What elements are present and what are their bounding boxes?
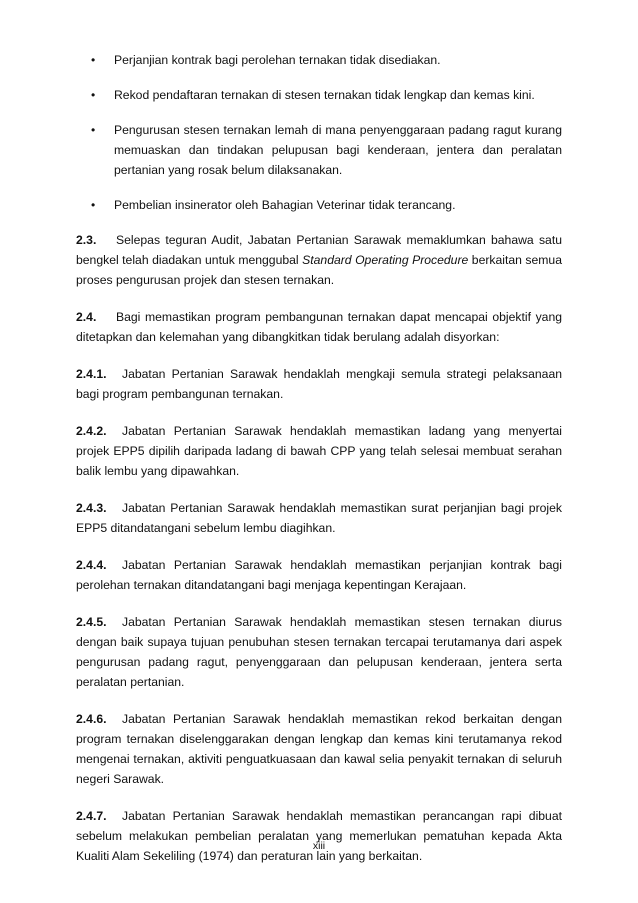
paragraph-text: Selepas teguran Audit, Jabatan Pertanian Sarawak memaklumkan bahawa satu bengkel telah diadakan untuk menggubal: [76, 233, 562, 267]
bullet-icon: •: [91, 88, 96, 102]
paragraph-number: 2.3.: [76, 233, 97, 247]
recommendation-2-4-1: [0, 364, 638, 404]
recommendation-2-4-3: [0, 498, 638, 538]
bullet-text: Pengurusan stesen ternakan lemah di mana penyenggaraan padang ragut kurang memuaskan dan tindakan pelupusan bagi kenderaan, jentera dan peralatan pertanian yang rosak belum dilaksanakan.: [114, 123, 562, 177]
bullet-icon: •: [91, 198, 96, 212]
paragraph-text: Jabatan Pertanian Sarawak hendaklah memastikan stesen ternakan diurus dengan baik supaya tujuan penubuhan stesen ternakan tercapai terutamanya dari aspek pengurusan padang ragut, penyenggaraan dan pelupusan kenderaan, jentera serta peralatan pertanian.: [76, 615, 562, 689]
paragraph-text: Jabatan Pertanian Sarawak hendaklah memastikan rekod berkaitan dengan program ternakan diselenggarakan dengan lengkap dan kemas kini terutamanya rekod mengenai ternakan, aktiviti penguatkuasaan dan kawal selia penyakit ternakan di seluruh negeri Sarawak.: [76, 712, 562, 786]
recommendation-2-4-6: [0, 709, 638, 789]
paragraph-number: 2.4.: [76, 310, 97, 324]
bullet-item: [0, 50, 638, 70]
bullet-item: [0, 195, 638, 215]
bullet-text: Perjanjian kontrak bagi perolehan ternakan tidak disediakan.: [114, 53, 441, 67]
paragraph-text: Jabatan Pertanian Sarawak hendaklah memastikan perancangan rapi dibuat sebelum melakukan pembelian peralatan yang memerlukan pematuhan kepada Akta Kualiti Alam Sekeliling (1974) dan peraturan lain yang berkaitan.: [76, 809, 562, 863]
paragraph-text: Bagi memastikan program pembangunan ternakan dapat mencapai objektif yang ditetapkan dan kelemahan yang dibangkitkan tidak berulang adalah disyorkan:: [76, 310, 562, 344]
paragraph-text: Jabatan Pertanian Sarawak hendaklah memastikan surat perjanjian bagi projek EPP5 ditandatangani sebelum lembu diagihkan.: [76, 501, 562, 535]
bullet-item: [0, 85, 638, 105]
bullet-text: Pembelian insinerator oleh Bahagian Veterinar tidak terancang.: [114, 198, 456, 212]
paragraph-number: 2.4.1.: [76, 367, 107, 381]
paragraph-italic-text: Standard Operating Procedure: [302, 253, 469, 267]
paragraph-2-3: [0, 230, 638, 290]
paragraph-number: 2.4.5.: [76, 615, 107, 629]
recommendation-2-4-5: [0, 612, 638, 692]
recommendation-2-4-4: [0, 555, 638, 595]
paragraphs: [0, 230, 638, 883]
paragraph-text: Jabatan Pertanian Sarawak hendaklah memastikan ladang yang menyertai projek EPP5 dipilih daripada ladang di bawah CPP yang telah selesai membuat serahan balik lembu yang dipawahkan.: [76, 424, 562, 478]
paragraph-text: Jabatan Pertanian Sarawak hendaklah mengkaji semula strategi pelaksanaan bagi program pembangunan ternakan.: [76, 367, 562, 401]
page-number: xiii: [312, 840, 326, 852]
paragraph-text: berkaitan semua proses pengurusan projek dan stesen ternakan.: [76, 253, 562, 287]
paragraph-number: 2.4.3.: [76, 501, 107, 515]
bullet-list: [0, 50, 638, 230]
bullet-text: Rekod pendaftaran ternakan di stesen ternakan tidak lengkap dan kemas kini.: [114, 88, 535, 102]
paragraph-number: 2.4.2.: [76, 424, 107, 438]
paragraph-number: 2.4.4.: [76, 558, 107, 572]
paragraph-2-4: [0, 307, 638, 347]
recommendation-2-4-2: [0, 421, 638, 481]
bullet-item: [0, 120, 638, 180]
paragraph-number: 2.4.7.: [76, 809, 107, 823]
bullet-icon: •: [91, 53, 96, 67]
bullet-icon: •: [91, 123, 96, 137]
paragraph-text: Jabatan Pertanian Sarawak hendaklah memastikan perjanjian kontrak bagi perolehan ternakan ditandatangani bagi menjaga kepentingan Kerajaan.: [76, 558, 562, 592]
paragraph-number: 2.4.6.: [76, 712, 107, 726]
